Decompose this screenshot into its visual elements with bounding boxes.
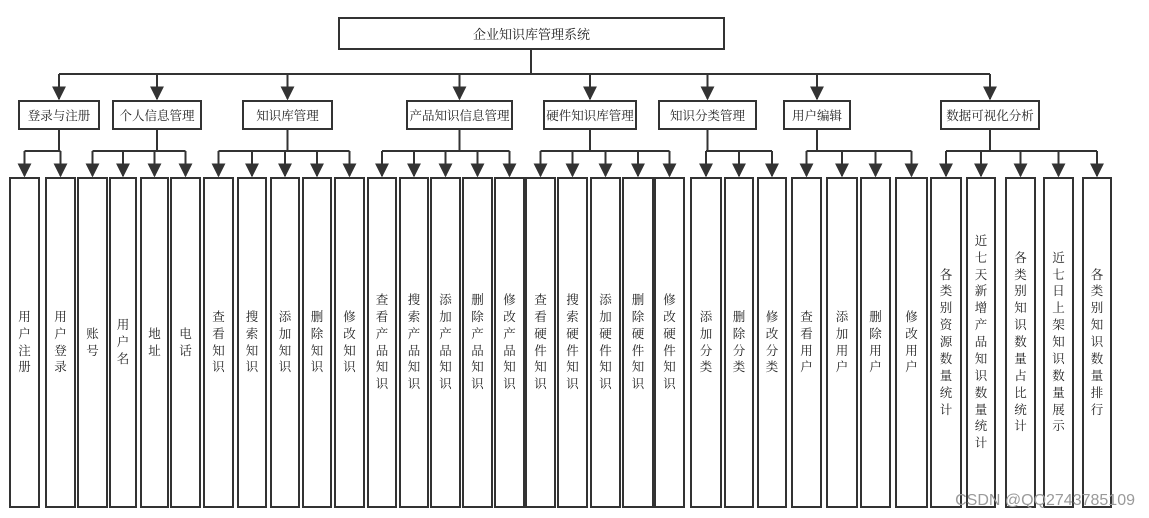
level1-node: 知识库管理 bbox=[242, 100, 333, 130]
level1-node: 硬件知识库管理 bbox=[543, 100, 637, 130]
leaf-node bbox=[494, 177, 525, 508]
leaf-node-label: 查看硬件知识 bbox=[534, 291, 547, 392]
leaf-node bbox=[9, 177, 40, 508]
leaf-node bbox=[724, 177, 754, 508]
level1-node: 用户编辑 bbox=[783, 100, 851, 130]
level1-node: 个人信息管理 bbox=[112, 100, 202, 130]
leaf-node bbox=[525, 177, 556, 508]
leaf-node-label: 查看知识 bbox=[212, 308, 225, 375]
leaf-node bbox=[430, 177, 461, 508]
leaf-node bbox=[895, 177, 928, 508]
leaf-node-label: 搜索知识 bbox=[245, 308, 259, 375]
leaf-node-label: 添加产品知识 bbox=[439, 291, 452, 392]
level1-node: 产品知识信息管理 bbox=[406, 100, 513, 130]
leaf-node-label: 查看产品知识 bbox=[375, 291, 389, 392]
leaf-node bbox=[109, 177, 137, 508]
leaf-node-label: 修改硬件知识 bbox=[663, 291, 676, 392]
level1-node: 知识分类管理 bbox=[658, 100, 757, 130]
leaf-node-label: 删除用户 bbox=[869, 308, 882, 375]
leaf-node bbox=[140, 177, 169, 508]
leaf-node-label: 修改产品知识 bbox=[503, 291, 516, 392]
leaf-node bbox=[1043, 177, 1074, 508]
leaf-node bbox=[170, 177, 201, 508]
leaf-node-label: 近七天新增产品知识数量统计 bbox=[974, 232, 988, 451]
leaf-node-label: 搜索硬件知识 bbox=[566, 291, 579, 392]
leaf-node bbox=[399, 177, 429, 508]
leaf-node bbox=[860, 177, 891, 508]
leaf-node bbox=[302, 177, 332, 508]
leaf-node bbox=[791, 177, 822, 508]
leaf-node-label: 添加硬件知识 bbox=[599, 291, 612, 392]
leaf-node bbox=[690, 177, 722, 508]
leaf-node bbox=[367, 177, 397, 508]
root-node: 企业知识库管理系统 bbox=[338, 17, 725, 50]
watermark-text: CSDN @QQ2743785109 bbox=[955, 492, 1135, 509]
leaf-node-label: 修改用户 bbox=[905, 308, 918, 375]
leaf-node bbox=[930, 177, 962, 508]
leaf-node-label: 删除硬件知识 bbox=[631, 291, 645, 392]
leaf-node bbox=[45, 177, 76, 508]
leaf-node-label: 近七日上架知识数量展示 bbox=[1052, 249, 1065, 434]
leaf-node-label: 删除分类 bbox=[732, 308, 746, 375]
leaf-node-label: 添加知识 bbox=[278, 308, 292, 375]
leaf-node bbox=[270, 177, 300, 508]
leaf-node bbox=[557, 177, 588, 508]
leaf-node-label: 搜索产品知识 bbox=[407, 291, 421, 392]
level1-node: 登录与注册 bbox=[18, 100, 100, 130]
leaf-node-label: 添加用户 bbox=[835, 308, 849, 375]
leaf-node-label: 地址 bbox=[148, 325, 161, 358]
leaf-node bbox=[966, 177, 996, 508]
leaf-node-label: 修改知识 bbox=[343, 308, 356, 375]
leaf-node bbox=[237, 177, 267, 508]
leaf-node bbox=[462, 177, 493, 508]
leaf-node-label: 查看用户 bbox=[800, 308, 813, 375]
level1-node: 数据可视化分析 bbox=[940, 100, 1040, 130]
leaf-node-label: 用户登录 bbox=[54, 308, 67, 375]
leaf-node-label: 各类别知识数量排行 bbox=[1090, 266, 1104, 417]
leaf-node bbox=[590, 177, 621, 508]
leaf-node-label: 各类别知识数量占比统计 bbox=[1014, 249, 1027, 434]
leaf-node-label: 用户注册 bbox=[18, 308, 31, 375]
leaf-node bbox=[1005, 177, 1036, 508]
leaf-node bbox=[203, 177, 234, 508]
leaf-node bbox=[826, 177, 858, 508]
leaf-node-label: 删除产品知识 bbox=[471, 291, 484, 392]
leaf-node-label: 修改分类 bbox=[765, 308, 779, 375]
leaf-node bbox=[654, 177, 685, 508]
leaf-node bbox=[757, 177, 787, 508]
leaf-node-label: 用户名 bbox=[116, 317, 130, 366]
leaf-node-label: 各类别资源数量统计 bbox=[939, 266, 953, 417]
leaf-node bbox=[1082, 177, 1112, 508]
leaf-node bbox=[77, 177, 108, 508]
leaf-node-label: 电话 bbox=[179, 325, 192, 358]
leaf-node bbox=[334, 177, 365, 508]
leaf-node-label: 账号 bbox=[86, 325, 99, 358]
leaf-node bbox=[622, 177, 654, 508]
leaf-node-label: 添加分类 bbox=[699, 308, 713, 375]
leaf-node-label: 删除知识 bbox=[310, 308, 324, 375]
